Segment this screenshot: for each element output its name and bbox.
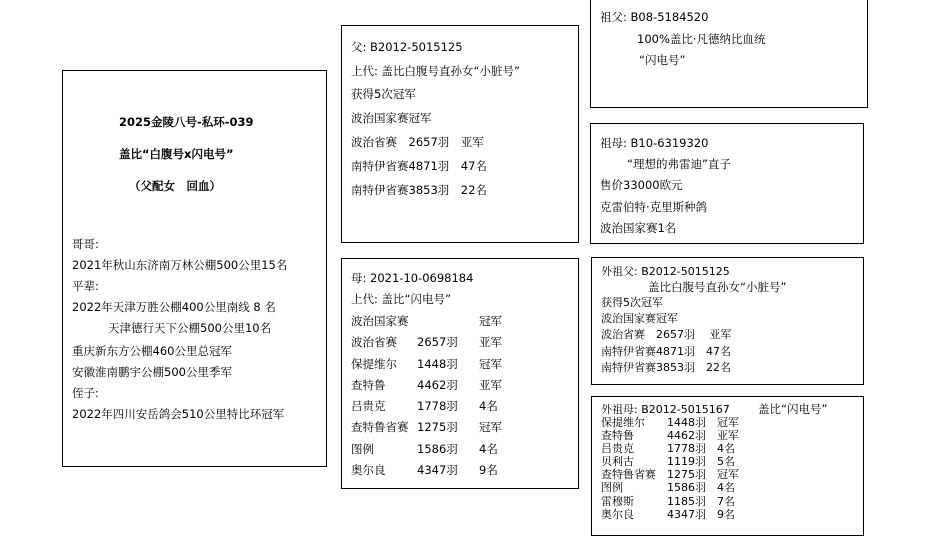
bird-count: 1448羽: [417, 356, 458, 371]
bird-count: 1778羽: [667, 442, 706, 456]
race-name: 吕贵克: [601, 442, 634, 456]
relatives-line: 重庆新东方公棚460公里总冠军: [72, 344, 232, 358]
result-row: [351, 334, 539, 355]
pgm-line: 售价33000欧元: [600, 178, 683, 192]
mgm-title: 盖比“闪电号”: [758, 402, 828, 416]
result-row: [601, 482, 767, 495]
relatives-line: 平辈:: [72, 279, 99, 293]
maternal-grandmother-card: [591, 396, 864, 536]
relatives-line: 2022年天津万胜公棚400公里南线 8 名: [72, 300, 276, 314]
bird-count: 1586羽: [667, 481, 706, 495]
placing: 4名: [717, 481, 735, 495]
mgf-line: 盖比白腹号直孙女“小脏号”: [648, 280, 787, 294]
result-row: [601, 509, 767, 522]
placing: 冠军: [717, 416, 739, 429]
race-name: 波治省赛: [351, 335, 397, 350]
pgf-ring: 祖父: B08-5184520: [600, 10, 709, 24]
race-name: 贝利古: [601, 455, 634, 469]
placing: 冠军: [479, 314, 502, 328]
father-ring: 父: B2012-5015125: [351, 40, 463, 54]
mother-results: [351, 313, 539, 483]
placing: 冠军: [479, 420, 502, 435]
result-row: [351, 441, 539, 462]
mgf-line: 波治国家赛冠军: [601, 312, 678, 325]
bird-count: 1778羽: [417, 399, 458, 414]
bird-count: 1185羽: [667, 494, 706, 508]
mgf-line: 南特伊省赛3853羽 22名: [601, 361, 731, 374]
father-line: 波治省赛 2657羽 亚军: [351, 135, 484, 149]
mother-card: [341, 258, 579, 489]
result-row: [351, 377, 539, 398]
mgf-line: 波治省赛 2657羽 亚军: [601, 328, 732, 341]
race-name: 吕贵克: [351, 399, 386, 414]
result-row: [351, 313, 539, 334]
race-name: 图例: [601, 481, 623, 495]
placing: 7名: [717, 494, 735, 508]
placing: 亚军: [717, 429, 739, 443]
pgf-line: 100%盖比·凡德纳比血统: [637, 32, 766, 46]
paternal-grandfather-card: [590, 0, 868, 108]
pigeon-title: 2025金陵八号-私环-039: [119, 115, 254, 129]
pgm-ring: 祖母: B10-6319320: [600, 136, 709, 150]
mgm-results: [601, 417, 767, 522]
relatives-line: 侄子:: [72, 386, 99, 400]
result-row: [351, 462, 539, 483]
bird-count: 4462羽: [667, 429, 706, 443]
race-name: 查特鲁: [601, 429, 634, 443]
father-line: 上代: 盖比白腹号直孙女“小脏号”: [351, 64, 520, 78]
race-name: 保提维尔: [351, 356, 397, 371]
bird-count: 4347羽: [417, 463, 458, 478]
race-name: 查特鲁省赛: [351, 420, 409, 435]
mother-parent: 上代: 盖比“闪电号”: [351, 292, 451, 306]
paternal-grandmother-card: [590, 123, 864, 244]
placing: 冠军: [479, 356, 502, 371]
bird-count: 1448羽: [667, 416, 706, 429]
placing: 9名: [717, 507, 735, 521]
subject-card: [62, 70, 327, 467]
result-row: [601, 496, 767, 509]
race-name: 查特鲁: [351, 377, 386, 392]
father-line: 南特伊省赛4871羽 47名: [351, 159, 487, 173]
mgm-ring: 外祖母: B2012-5015167: [601, 403, 730, 416]
placing: 亚军: [479, 377, 502, 392]
mgf-ring: 外祖父: B2012-5015125: [601, 265, 730, 278]
placing: 亚军: [479, 335, 502, 350]
relatives-line: 2022年四川安岳鸽会510公里特比环冠军: [72, 407, 285, 421]
bird-count: 1586羽: [417, 441, 458, 456]
pgf-line: “闪电号”: [639, 53, 686, 67]
race-name: 波治国家赛: [351, 314, 409, 328]
bird-count: 1275羽: [667, 468, 706, 482]
race-name: 保提维尔: [601, 416, 645, 429]
maternal-grandfather-card: [591, 257, 864, 385]
bird-count: 1119羽: [667, 455, 706, 469]
result-row: [351, 419, 539, 440]
bird-count: 4462羽: [417, 377, 458, 392]
result-row: [351, 398, 539, 419]
relatives-line: 哥哥:: [72, 237, 99, 251]
pigeon-subtitle: 盖比“白腹号x闪电号”: [119, 147, 234, 161]
father-card: [341, 25, 579, 243]
relatives-line: 2021年秋山东济南万林公棚500公里15名: [72, 258, 288, 272]
race-name: 图例: [351, 441, 374, 456]
mgf-line: 获得5次冠军: [601, 296, 663, 309]
race-name: 雷穆斯: [601, 494, 634, 508]
placing: 冠军: [717, 468, 739, 482]
pgm-line: 克雷伯特·克里斯种鸽: [600, 200, 708, 214]
bird-count: 1275羽: [417, 420, 458, 435]
race-name: 奥尔良: [601, 507, 634, 521]
relatives-line: 天津德行天下公棚500公里10名: [108, 321, 272, 335]
placing: 4名: [479, 441, 498, 456]
mother-ring: 母: 2021-10-0698184: [351, 271, 474, 285]
placing: 4名: [479, 399, 498, 414]
pgm-line: 波治国家赛1名: [600, 221, 677, 235]
bird-count: [417, 313, 479, 334]
placing: 4名: [717, 442, 735, 456]
mgf-line: 南特伊省赛4871羽 47名: [601, 345, 731, 358]
father-line: 获得5次冠军: [351, 87, 416, 101]
result-row: [351, 356, 539, 377]
placing: 9名: [479, 463, 498, 478]
relatives-line: 安徽淮南鹏宇公棚500公里季军: [72, 365, 232, 379]
race-name: 查特鲁省赛: [601, 468, 656, 482]
race-name: 奥尔良: [351, 463, 386, 478]
bird-count: 2657羽: [417, 335, 458, 350]
pgm-line: “理想的弗雷迪”直子: [627, 157, 731, 171]
pigeon-note: （父配女 回血）: [129, 179, 221, 193]
placing: 5名: [717, 455, 735, 469]
bird-count: 4347羽: [667, 507, 706, 521]
father-line: 波治国家赛冠军: [351, 111, 432, 125]
father-line: 南特伊省赛3853羽 22名: [351, 183, 487, 197]
